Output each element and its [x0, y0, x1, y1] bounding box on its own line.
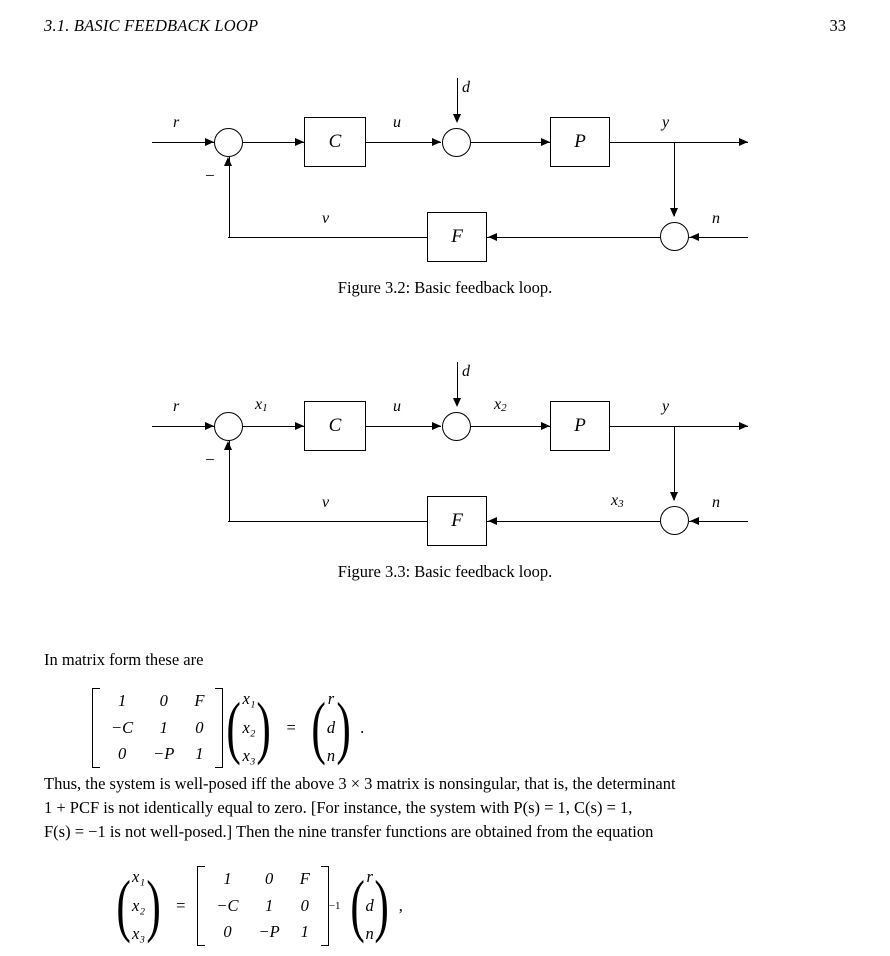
line-plant-output — [610, 142, 748, 143]
block-filter — [427, 496, 487, 546]
line-controller-to-sum — [366, 142, 441, 143]
label-output-y: y — [662, 114, 670, 131]
vector-row — [362, 893, 378, 920]
line-feedback-up — [229, 441, 230, 522]
equation-2-input-vector — [347, 862, 393, 950]
block-filter-label: F — [451, 510, 463, 531]
matrix-row — [101, 741, 214, 768]
vector-cell: d — [365, 895, 374, 915]
matrix-row — [206, 866, 319, 893]
vector-row — [128, 921, 149, 948]
arrow-reference-in — [205, 138, 214, 146]
matrix-cell: 0 — [195, 717, 204, 737]
matrix-row — [206, 893, 319, 920]
matrix-cell: 0 — [223, 922, 232, 942]
equation-1-matrix — [101, 688, 214, 768]
matrix-cell: −P — [258, 922, 280, 942]
vector-cell: x₂ — [242, 717, 256, 737]
equation-matrix-form — [92, 684, 364, 772]
matrix-cell: F — [299, 869, 310, 888]
label-signal-x1: x1 — [255, 396, 268, 414]
vector-row — [238, 715, 259, 742]
state-vector — [236, 684, 261, 772]
arrow-feedback-up — [224, 441, 232, 450]
vector-row — [323, 686, 339, 713]
vector-cell: x₃ — [242, 746, 256, 766]
figure-3-2-caption: Figure 3.2: Basic feedback loop. — [337, 278, 553, 297]
matrix-cell: 1 — [300, 922, 309, 942]
vector-cell: ( r — [366, 867, 373, 886]
arrow-output-right — [739, 138, 748, 146]
block-controller-label: C — [328, 415, 342, 436]
line-noise-to-filter — [487, 237, 660, 238]
arrow-disturbance-in — [453, 398, 461, 407]
equals-sign: = — [286, 717, 296, 737]
line-filter-to-feedback — [228, 521, 427, 522]
arrow-output-right — [739, 422, 748, 430]
line-output-to-noise-junction — [674, 426, 675, 500]
equation-2-matrix-bracket — [197, 866, 328, 946]
arrow-controller-out — [432, 138, 441, 146]
matrix-row — [101, 688, 214, 715]
label-disturbance: d — [462, 363, 470, 380]
matrix-cell: 1 — [265, 895, 274, 915]
equation-1-input-vector — [308, 684, 354, 772]
page-header — [44, 16, 846, 40]
block-plant — [550, 117, 610, 167]
block-filter-label: F — [451, 226, 463, 247]
arrow-disturbance-in — [453, 114, 461, 123]
sum-junction-noise — [660, 222, 689, 251]
sum-junction-error — [214, 128, 243, 157]
vector-cell: x₂ — [132, 895, 146, 915]
page-number: 33 — [829, 16, 846, 35]
vector-row — [362, 864, 378, 891]
matrix-cell: F — [194, 691, 205, 710]
block-controller — [304, 401, 366, 451]
label-feedback-v: v — [322, 210, 330, 227]
label-noise: n — [712, 494, 720, 511]
label-reference: r — [173, 398, 180, 415]
figure-3-2 — [0, 56, 890, 306]
sum-junction-error — [214, 412, 243, 441]
matrix-cell: 1 — [195, 744, 204, 764]
arrow-to-plant — [541, 138, 550, 146]
matrix-cell: −P — [153, 744, 175, 764]
paragraph-intro: In matrix form these are — [44, 650, 204, 669]
matrix-cell: 0 — [265, 869, 274, 888]
matrix-cell: 0 — [117, 744, 127, 764]
equation-2-inverse-exponent: −1 — [328, 899, 341, 912]
line-filter-to-feedback — [228, 237, 427, 238]
figure-3-3-diagram — [0, 340, 890, 560]
line-sum-to-plant — [471, 142, 550, 143]
arrow-reference-in — [205, 422, 214, 430]
matrix-cell: 0 — [300, 895, 309, 915]
equation-1-state-vector — [223, 684, 274, 772]
label-noise: n — [712, 210, 720, 227]
line-output-to-noise-junction — [674, 142, 675, 216]
figure-3-3 — [0, 340, 890, 590]
line-plant-output — [610, 426, 748, 427]
label-output-y: y — [662, 398, 670, 415]
sum-junction-disturbance — [442, 412, 471, 441]
vector-cell: d — [326, 717, 336, 737]
equation-1-trailing-punctuation: . — [360, 717, 365, 737]
running-head-section: 3.1. BASIC FEEDBACK LOOP — [44, 16, 259, 35]
equals-sign: = — [176, 895, 186, 915]
equation-2-state-vector — [113, 862, 164, 950]
sum-junction-disturbance — [442, 128, 471, 157]
label-reference: r — [173, 114, 180, 131]
arrow-down-to-noise — [670, 208, 678, 217]
paragraph-wellposed-line1: Thus, the system is well-posed iff the above 3 × 3 matrix is nonsingular, that is, the determinant — [44, 774, 676, 793]
vector-row — [323, 743, 339, 770]
sum-junction-noise — [660, 506, 689, 535]
matrix-cell: −C — [111, 717, 134, 737]
input-vector — [321, 684, 341, 772]
arrow-to-plant — [541, 422, 550, 430]
vector-row — [128, 893, 149, 920]
vector-cell: n — [326, 746, 336, 766]
vector-row — [238, 743, 259, 770]
state-vector — [126, 862, 151, 950]
label-minus-sign: − — [205, 166, 215, 185]
figure-3-2-diagram — [0, 56, 890, 276]
matrix-row — [206, 919, 319, 946]
equation-2-matrix — [206, 866, 319, 946]
equation-transfer-functions — [113, 862, 403, 950]
matrix-cell: 1 — [223, 869, 232, 888]
arrow-feedback-up — [224, 157, 232, 166]
matrix-cell: 1 — [117, 691, 127, 710]
paragraph-wellposed-line3: F(s) = −1 is not well-posed.] Then the nine transfer functions are obtained from the equation — [44, 822, 654, 841]
block-controller-label: C — [328, 131, 342, 152]
input-vector — [360, 862, 380, 950]
vector-cell: n — [365, 924, 374, 944]
block-plant-label: P — [574, 415, 586, 436]
arrow-noise-in — [690, 233, 699, 241]
block-controller — [304, 117, 366, 167]
line-controller-to-sum — [366, 426, 441, 427]
arrow-to-controller — [295, 138, 304, 146]
vector-cell: ( r — [327, 689, 335, 708]
arrow-controller-out — [432, 422, 441, 430]
line-noise-to-filter — [487, 521, 660, 522]
vector-cell: ( x₁ — [132, 867, 146, 886]
arrow-down-to-noise — [670, 492, 678, 501]
vector-cell: x₃ — [132, 924, 146, 944]
vector-row — [238, 686, 259, 713]
arrow-to-controller — [295, 422, 304, 430]
figure-3-3-caption: Figure 3.3: Basic feedback loop. — [337, 562, 553, 581]
block-plant-label: P — [574, 131, 586, 152]
block-filter — [427, 212, 487, 262]
arrow-into-filter-right — [488, 233, 497, 241]
equation-1-matrix-bracket — [92, 688, 223, 768]
arrow-into-filter-right — [488, 517, 497, 525]
vector-row — [362, 921, 378, 948]
matrix-cell: 0 — [159, 691, 168, 710]
label-signal-x3: x3 — [611, 492, 624, 510]
label-signal-x2: x2 — [494, 396, 507, 414]
paragraph-wellposed-line2: 1 + PCF is not identically equal to zero. [For instance, the system with P(s) = 1, C(s) = 1, — [44, 798, 633, 817]
label-control-u: u — [393, 114, 401, 131]
label-control-u: u — [393, 398, 401, 415]
equation-2-trailing-punctuation: , — [398, 895, 403, 915]
vector-row — [128, 864, 149, 891]
line-sum-to-plant — [471, 426, 550, 427]
vector-cell: ( x₁ — [242, 689, 256, 708]
label-disturbance: d — [462, 79, 470, 96]
label-feedback-v: v — [322, 494, 330, 511]
label-minus-sign: − — [205, 450, 215, 469]
matrix-cell: 1 — [159, 717, 168, 737]
vector-row — [323, 715, 339, 742]
block-plant — [550, 401, 610, 451]
arrow-noise-in — [690, 517, 699, 525]
line-feedback-up — [229, 157, 230, 238]
matrix-row — [101, 715, 214, 742]
matrix-cell: −C — [216, 895, 239, 915]
